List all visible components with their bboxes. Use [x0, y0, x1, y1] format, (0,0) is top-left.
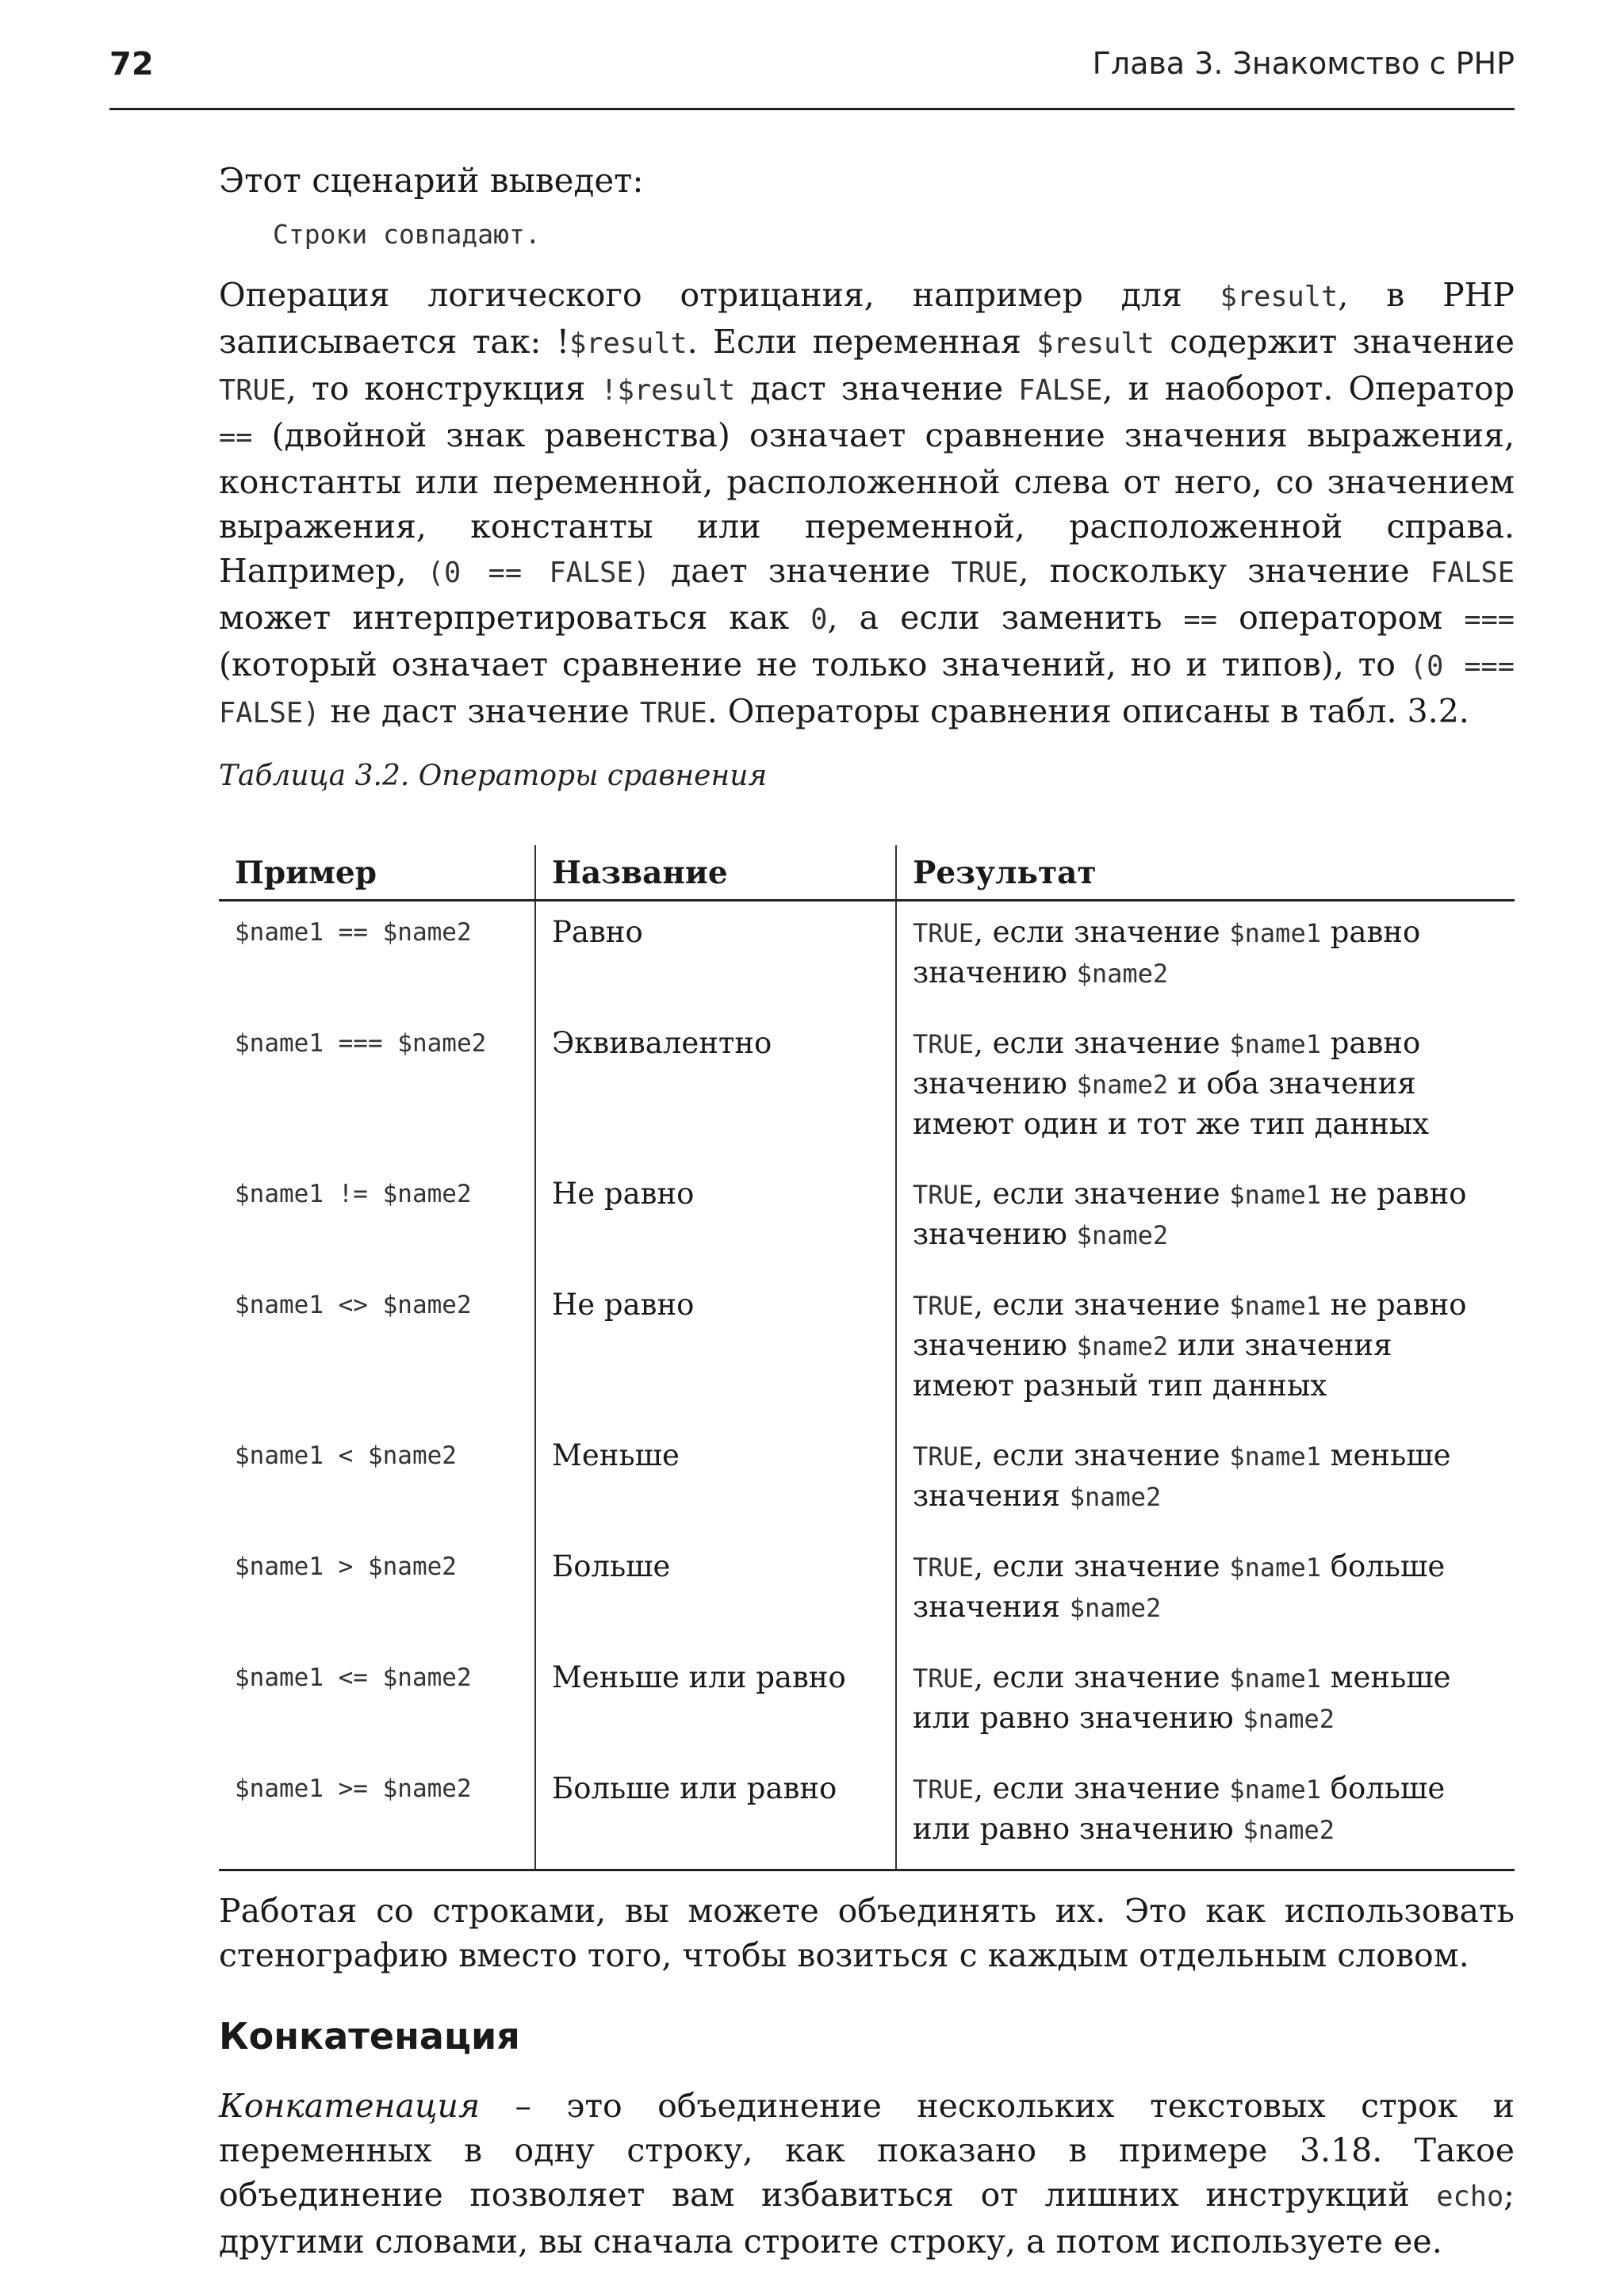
text-run: ; другими словами, вы сначала строите строку, а потом используете ее.	[219, 2176, 1515, 2261]
code-run: $name1	[1229, 1029, 1321, 1059]
name-cell: Меньше или равно	[535, 1647, 896, 1758]
text-run: оператором	[1216, 599, 1465, 637]
example-cell: $name1 >= $name2	[219, 1758, 535, 1870]
text-run: , если значение	[974, 1026, 1230, 1060]
text-run: , поскольку значение	[1018, 552, 1431, 590]
code-run: (0 == FALSE)	[427, 557, 650, 589]
text-run: содержит значение	[1154, 323, 1515, 361]
text-run: больше значения	[913, 1549, 1446, 1624]
code-run: TRUE	[913, 1663, 975, 1694]
text-run: меньше значения	[913, 1438, 1451, 1513]
code-run: (0 === FALSE)	[219, 650, 1515, 729]
result-cell	[896, 1647, 1515, 1758]
text-run: может интерпретироваться как	[219, 599, 811, 637]
code-run: TRUE	[913, 1552, 975, 1583]
text-run: , а если заменить	[827, 599, 1184, 637]
code-run: $name2	[1076, 959, 1169, 989]
code-output: Строки совпадают.	[273, 219, 541, 250]
term-run: Конкатенация	[219, 2087, 481, 2125]
paragraph-strings: Работая со строками, вы можете объединять их. Это как использовать стенографию вместо того, чтобы возиться с каждым отдельным словом.	[219, 1892, 1515, 1974]
table-row	[219, 1647, 1515, 1758]
code-run: TRUE	[951, 557, 1019, 589]
result-cell	[896, 1536, 1515, 1647]
name-cell: Не равно	[535, 1163, 896, 1274]
code-run: ==	[1183, 603, 1217, 636]
code-run: $result	[1036, 327, 1155, 360]
result-cell	[896, 1163, 1515, 1274]
text-run: равно значению	[913, 1026, 1421, 1101]
text-run: , если значение	[974, 915, 1230, 949]
intro-text: Этот сценарий выведет:	[219, 161, 644, 200]
text-run: , и наоборот. Оператор	[1102, 369, 1515, 408]
table-row	[219, 901, 1515, 1013]
example-cell: $name1 > $name2	[235, 1552, 457, 1581]
page-body	[219, 159, 1515, 2264]
page-number: 72	[109, 46, 154, 82]
text-run: не равно значению	[913, 1177, 1467, 1251]
name-cell: Равно	[535, 901, 896, 1013]
table-row	[219, 1274, 1515, 1425]
code-run: FALSE	[1430, 557, 1515, 589]
text-run: Операция логического отрицания, например для	[219, 276, 1220, 314]
example-cell: $name1 <> $name2	[235, 1291, 472, 1319]
column-header: Название	[535, 845, 896, 901]
text-run: (который означает сравнение не только значений, но и типов), то	[219, 645, 1410, 683]
text-run: , если значение	[974, 1660, 1230, 1694]
table-row	[219, 1163, 1515, 1274]
result-cell	[896, 1013, 1515, 1163]
code-run: $name2	[1069, 1593, 1162, 1623]
text-run: – это объединение нескольких текстовых строк и переменных в одну строку, как показано в примере 3.18. Такое объединение позволяет вам избавиться от лишних инструкций	[219, 2087, 1515, 2214]
header-rule	[109, 108, 1515, 110]
code-run: $name1	[1229, 1441, 1321, 1472]
comparison-operators-table	[219, 845, 1515, 1871]
code-run: ==	[219, 421, 253, 454]
code-run: !$result	[600, 374, 736, 407]
table-row	[219, 1013, 1515, 1163]
text-run: . Операторы сравнения описаны в табл. 3.2.	[707, 692, 1469, 730]
code-run: echo	[1436, 2180, 1504, 2213]
code-run: $result	[569, 327, 688, 360]
example-cell: $name1 <= $name2	[235, 1663, 472, 1692]
name-cell: Больше	[535, 1536, 896, 1647]
example-cell: $name1 != $name2	[235, 1180, 472, 1208]
code-run: TRUE	[913, 1774, 975, 1805]
code-run: TRUE	[913, 918, 975, 948]
text-run: , если значение	[974, 1771, 1230, 1805]
text-run: дает значение	[649, 552, 952, 590]
code-run: $name2	[1243, 1815, 1335, 1845]
name-cell: Эквивалентно	[535, 1013, 896, 1163]
text-run: меньше или равно значению	[913, 1660, 1451, 1735]
section-heading: Конкатенация	[219, 2015, 520, 2058]
text-run: больше или равно значению	[913, 1771, 1446, 1846]
code-run: $name1	[1229, 918, 1321, 948]
table-row	[219, 1758, 1515, 1870]
name-cell: Меньше	[535, 1425, 896, 1536]
code-run: 0	[810, 603, 828, 636]
table-header-row	[219, 845, 1515, 901]
paragraph-negation	[219, 273, 1515, 736]
code-run: FALSE	[1018, 374, 1103, 407]
result-cell	[896, 1425, 1515, 1536]
code-run: $name1	[1229, 1663, 1321, 1694]
text-run: не даст значение	[320, 692, 640, 730]
code-run: TRUE	[913, 1180, 975, 1210]
code-run: ===	[1464, 603, 1515, 636]
text-run: не равно значению	[913, 1288, 1467, 1362]
code-run: $name2	[1243, 1704, 1335, 1734]
code-run: $name1	[1229, 1180, 1321, 1210]
code-run: TRUE	[913, 1029, 975, 1059]
code-run: $result	[1220, 281, 1339, 313]
example-cell: $name1 < $name2	[235, 1441, 457, 1470]
text-run: , если значение	[974, 1549, 1230, 1583]
code-run: $name1	[1229, 1291, 1321, 1321]
code-run: TRUE	[219, 374, 286, 407]
code-run: $name1	[1229, 1552, 1321, 1583]
column-header: Результат	[896, 845, 1515, 901]
text-run: равно значению	[913, 915, 1421, 990]
example-cell: $name1 == $name2	[235, 918, 472, 947]
table-row	[219, 1425, 1515, 1536]
name-cell: Не равно	[535, 1274, 896, 1425]
result-cell	[896, 1758, 1515, 1870]
text-run: и оба значения имеют один и тот же тип данных	[913, 1066, 1430, 1141]
code-run: $name2	[1076, 1331, 1169, 1361]
code-run: TRUE	[913, 1441, 975, 1472]
code-run: $name2	[1076, 1220, 1169, 1250]
table-row	[219, 1536, 1515, 1647]
code-run: TRUE	[639, 697, 707, 729]
text-run: , то конструкция	[285, 369, 601, 408]
chapter-title: Глава 3. Знакомство с PHP	[1092, 46, 1515, 81]
text-run: , если значение	[974, 1438, 1230, 1472]
paragraph-concatenation	[219, 2084, 1515, 2264]
column-header: Пример	[219, 845, 535, 901]
text-run: (двойной знак равенства) означает сравнение значения выражения, константы или переменной, расположенной слева от него, со значением выражения, константы или переменной, расположенной справа. Например,	[219, 416, 1515, 590]
result-cell	[896, 901, 1515, 1013]
text-run: , если значение	[974, 1177, 1230, 1211]
code-run: $name2	[1076, 1070, 1169, 1100]
table-caption: Таблица 3.2. Операторы сравнения	[219, 760, 768, 792]
text-run: даст значение	[735, 369, 1019, 408]
running-header	[109, 46, 1515, 94]
text-run: , в PHP записывается так: !	[219, 276, 1515, 361]
result-cell	[896, 1274, 1515, 1425]
name-cell: Больше или равно	[535, 1758, 896, 1870]
code-run: TRUE	[913, 1291, 975, 1321]
code-run: $name1	[1229, 1774, 1321, 1805]
text-run: или значения имеют разный тип данных	[913, 1328, 1392, 1403]
text-run: , если значение	[974, 1288, 1230, 1322]
text-run: . Если переменная	[687, 323, 1037, 361]
code-run: $name2	[1069, 1482, 1162, 1512]
example-cell: $name1 === $name2	[235, 1029, 487, 1058]
